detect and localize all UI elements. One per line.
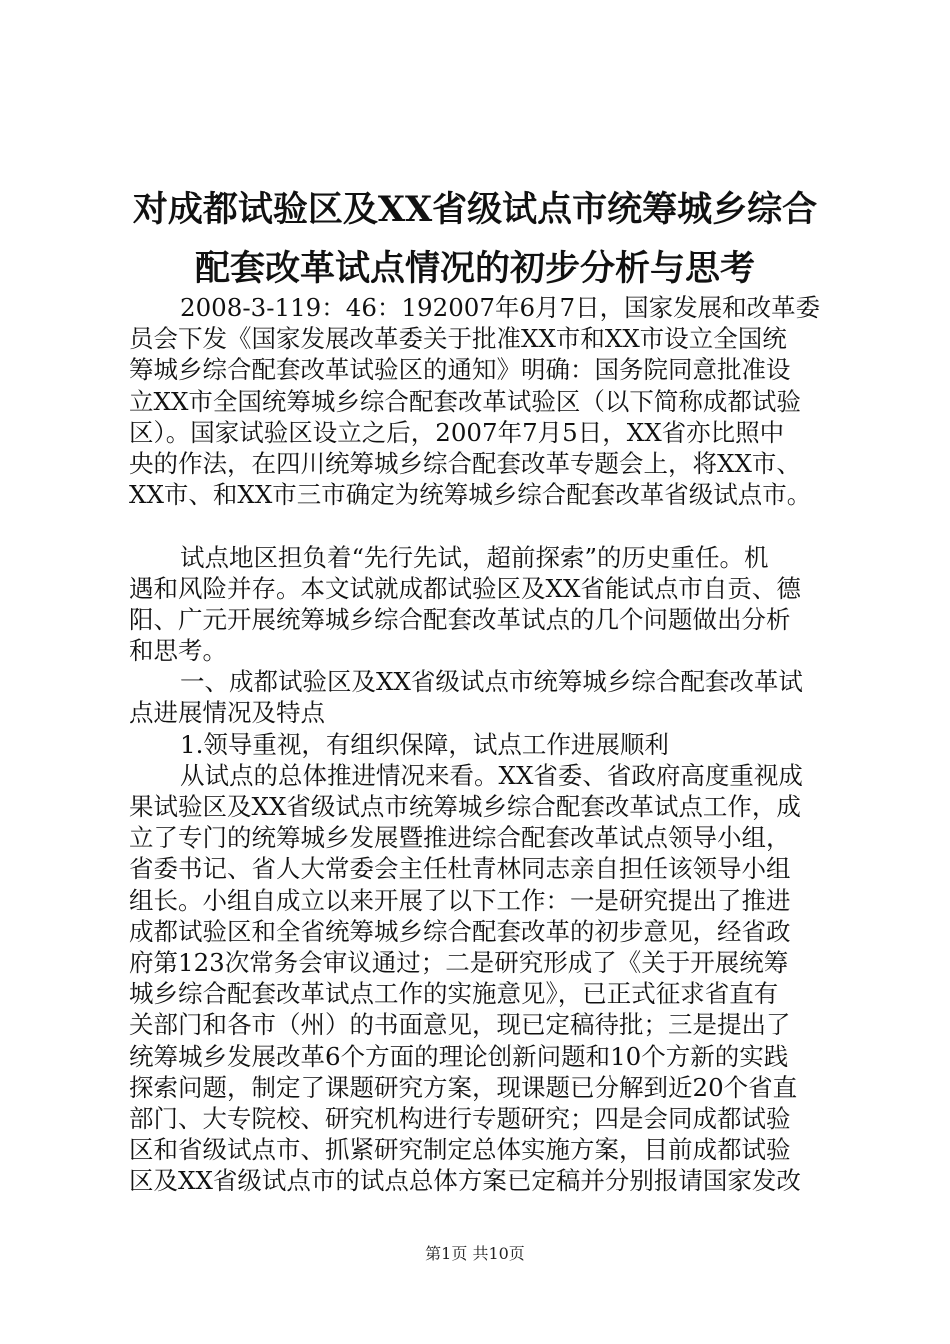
document-body — [129, 292, 834, 1196]
paragraph-line: 关部门和各市（州）的书面意见，现已定稿待批；三是提出了 — [129, 1010, 791, 1040]
paragraph-line: 2008-3-119：46：192007年6月7日，国家发展和改革委 — [180, 293, 821, 322]
paragraph-line: 和思考。 — [129, 636, 227, 666]
paragraph-line: 筹城乡综合配套改革试验区的通知》明确：国务院同意批准设 — [129, 355, 791, 385]
paragraph-line: 员会下发《国家发展改革委关于批准XX市和XX市设立全国统 — [129, 324, 787, 354]
paragraph-line: 区及XX省级试点市的试点总体方案已定稿并分别报请国家发改 — [129, 1166, 801, 1196]
paragraph-line: 遇和风险并存。本文试就成都试验区及XX省能试点市自贡、德 — [129, 573, 801, 603]
paragraph-line: 区和省级试点市、抓紧研究制定总体实施方案，目前成都试验 — [129, 1135, 791, 1165]
document-title-line-1: 对成都试验区及XX省级试点市统筹城乡综合 — [132, 189, 818, 230]
paragraph-line: 组长。小组自成立以来开展了以下工作：一是研究提出了推进 — [129, 885, 791, 915]
paragraph-line: 从试点的总体推进情况来看。XX省委、省政府高度重视成 — [180, 760, 803, 790]
paragraph-line: 府第123次常务会审议通过；二是研究形成了《关于开展统筹 — [129, 947, 789, 977]
paragraph-line: 探索问题，制定了课题研究方案，现课题已分解到近20个省直 — [129, 1072, 798, 1102]
section-heading-line: 一、成都试验区及XX省级试点市统筹城乡综合配套改革试 — [180, 667, 803, 697]
paragraph-line: 部门、大专院校、研究机构进行专题研究；四是会同成都试验 — [129, 1103, 791, 1133]
subsection-heading: 1.领导重视，有组织保障，试点工作进展顺利 — [180, 729, 669, 759]
paragraph-line: 央的作法，在四川统筹城乡综合配套改革专题会上，将XX市、 — [129, 448, 801, 478]
paragraph-line: 果试验区及XX省级试点市统筹城乡综合配套改革试点工作，成 — [129, 792, 801, 821]
document-title-line-2: 配套改革试点情况的初步分析与思考 — [194, 248, 755, 289]
paragraph-line: 省委书记、省人大常委会主任杜青林同志亲自担任该领导小组 — [129, 854, 791, 884]
paragraph-line: 阳、广元开展统筹城乡综合配套改革试点的几个问题做出分析 — [129, 604, 791, 634]
paragraph-line: 立XX市全国统筹城乡综合配套改革试验区（以下简称成都试验 — [129, 386, 801, 416]
page-footer: 第1页 共10页 — [425, 1244, 525, 1263]
paragraph-line: XX市、和XX市三市确定为统筹城乡综合配套改革省级试点市。 — [129, 480, 812, 510]
paragraph-line: 城乡综合配套改革试点工作的实施意见》，已正式征求省直有 — [129, 979, 779, 1009]
paragraph-line: 区）。国家试验区设立之后，2007年7月5日，XX省亦比照中 — [129, 417, 785, 447]
section-heading-line: 点进展情况及特点 — [129, 698, 325, 728]
paragraph-line: 成都试验区和全省统筹城乡综合配套改革的初步意见，经省政 — [129, 916, 791, 946]
paragraph-gap — [129, 510, 834, 541]
paragraph-line: 立了专门的统筹城乡发展暨推进综合配套改革试点领导小组， — [129, 823, 791, 853]
paragraph-line: 试点地区担负着“先行先试，超前探索”的历史重任。机 — [180, 542, 769, 572]
paragraph-line: 统筹城乡发展改革6个方面的理论创新问题和10个方新的实践 — [129, 1041, 789, 1071]
